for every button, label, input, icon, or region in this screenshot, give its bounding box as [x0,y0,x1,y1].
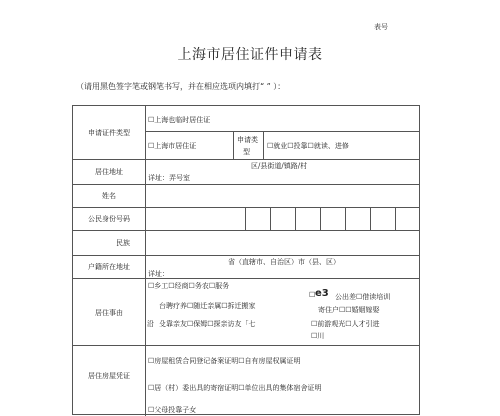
row-divider [73,207,419,208]
reason-prefix: 沿 [147,320,154,328]
label-reason: 居住事由 [95,309,123,317]
proof-line-1[interactable]: ☐房屋租赁合同登记备案证明☐自有房屋权属证明 [148,357,301,365]
label-proof: 居住房屋凭证 [88,372,130,380]
id-digit-divider [395,207,396,230]
label-cert-type: 申请证件类型 [88,129,130,137]
id-digit-divider [245,207,246,230]
id-digit-divider [345,207,346,230]
row-divider [73,230,419,231]
address-district-line: 区/县街道/镇路/村 [251,162,308,170]
reason-right-3[interactable]: ☐前游观光☐人才引进 [311,320,380,328]
proof-line-2[interactable]: ☐居（村）委出具的寄宿证明☐单位出具的集体宿舍证明 [148,384,322,392]
option-temp-residence-permit[interactable]: ☐上海也临时居住证 [148,116,211,124]
sub-row-divider [145,131,419,132]
reason-right-2[interactable]: 寄住户☐☐婚姻嫁娶 [318,306,380,314]
reason-checkbox-e3[interactable]: ☐ [309,291,316,299]
label-hukou: 户籍所在地址 [88,263,130,271]
reason-line-2[interactable]: 台聘疗养☐随迁亲属☐拆迁搬家 [159,302,256,310]
hukou-detail-line: 详址： [148,270,169,278]
address-detail-line: 详址：弄号室 [148,174,190,182]
reason-right-4[interactable]: ☐川 [311,332,325,340]
label-column-divider [145,106,146,416]
cert-type-sub-divider [263,131,264,159]
id-digit-divider [320,207,321,230]
label-ethnicity: 民族 [116,239,130,247]
application-type-options[interactable]: ☐就业☐投靠☐就读、进修 [267,142,349,150]
label-id-number: 公民身份号码 [88,215,130,223]
row-divider [73,345,419,346]
reason-right-1[interactable]: 公出差☐借读培训 [335,293,391,301]
reason-line-3[interactable]: 殳靠亲友☐保姆☐探亲访友「七 [159,320,256,328]
row-divider [73,184,419,185]
form-title: 上海市居住证件申请表 [177,47,323,63]
label-address: 居住地址 [95,168,123,176]
form-number-label: 表号 [374,23,388,31]
id-digit-divider [270,207,271,230]
application-form-table [72,105,420,415]
form-instructions: （请用黑色签字笔或钢笔书写，并在相应选项内填打“ ” ）： [76,82,286,91]
reason-mark-e3: e3 [315,288,329,299]
row-divider [73,159,419,160]
proof-line-3[interactable]: ☐父母投靠子女 [148,406,197,414]
cert-type-sub-divider [233,131,234,159]
reason-line-1[interactable]: ☐乡工☐经商☐务农☐服务 [148,282,230,290]
id-digit-divider [370,207,371,230]
application-type-label: 型 [243,148,250,156]
row-divider [73,278,419,279]
application-type-label: 申请类 [237,136,258,144]
option-residence-permit[interactable]: ☐上海市居住证 [148,142,197,150]
id-digit-divider [295,207,296,230]
row-divider [73,255,419,256]
label-name: 姓名 [102,192,116,200]
hukou-province-line: 省（直辖市、自治区）市（县、区） [228,258,340,266]
